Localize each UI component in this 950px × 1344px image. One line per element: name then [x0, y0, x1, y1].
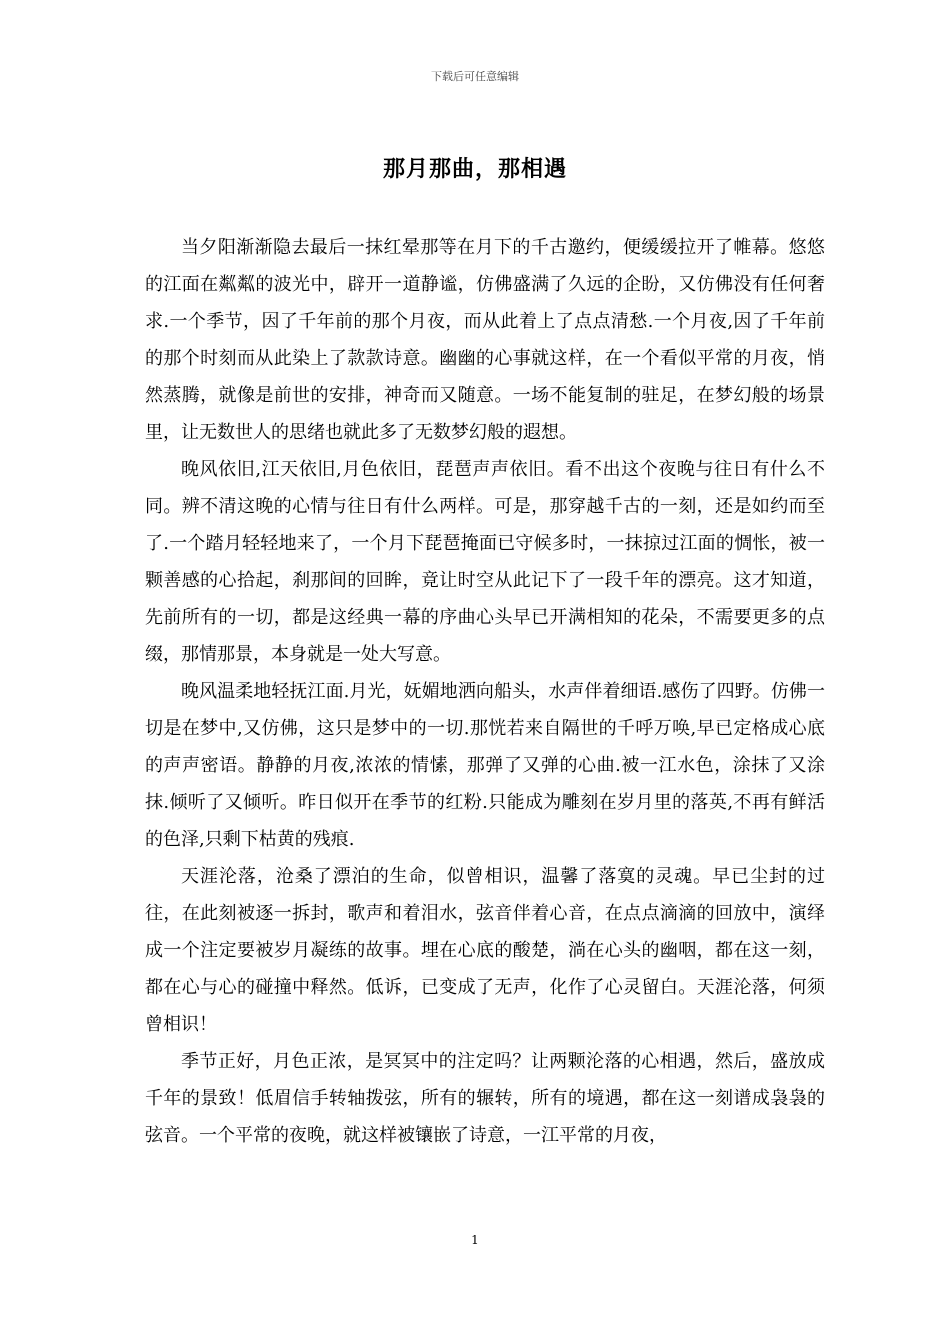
document-title: 那月那曲，那相遇: [382, 156, 567, 182]
paragraph: 季节正好，月色正浓，是冥冥中的注定吗？让两颗沦落的心相遇，然后，盛放成千年的景致！低眉信手转轴拨弦，所有的辗转，所有的境遇，都在这一刻谱成袅袅的弦音。一个平常的夜晚，就这样被镶嵌了诗意，一江平常的月夜，: [145, 1051, 825, 1146]
paragraph: 天涯沦落，沧桑了漂泊的生命，似曾相识，温馨了落寞的灵魂。早已尘封的过往，在此刻被逐一拆封，歌声和着泪水，弦音伴着心音，在点点滴滴的回放中，演绎成一个注定要被岁月凝练的故事。埋在心底的酸楚，淌在心头的幽咽，都在这一刻，都在心与心的碰撞中释然。低诉，已变成了无声，化作了心灵留白。天涯沦落，何须曾相识！: [145, 866, 825, 1035]
page-number: 1: [471, 1233, 479, 1247]
paragraph: 晚风温柔地轻抚江面.月光，妩媚地洒向船头，水声伴着细语.感伤了四野。仿佛一切是在梦中,又仿佛，这只是梦中的一切.那恍若来自隔世的千呼万唤,早已定格成心底的声声密语。静静的月夜,浓浓的情愫，那弹了又弹的心曲.被一江水色，涂抹了又涂抹.倾听了又倾听。昨日似开在季节的红粉.只能成为雕刻在岁月里的落英,不再有鲜活的色泽,只剩下枯黄的残痕.: [145, 681, 825, 850]
paragraph: 晚风依旧,江天依旧,月色依旧，琵琶声声依旧。看不出这个夜晚与往日有什么不同。辨不清这晚的心情与往日有什么两样。可是，那穿越千古的一刻，还是如约而至了.一个踏月轻轻地来了，一个月下琵琶掩面已守候多时，一抹掠过江面的惆怅，被一颗善感的心拾起，刹那间的回眸，竟让时空从此记下了一段千年的漂亮。这才知道，先前所有的一切，都是这经典一幕的序曲心头早已开满相知的花朵，不需要更多的点缀，那情那景，本身就是一处大写意。: [145, 459, 825, 665]
body-text: [145, 229, 825, 1154]
paragraph: 当夕阳渐渐隐去最后一抹红晕那等在月下的千古邀约，便缓缓拉开了帷幕。悠悠的江面在粼粼的波光中，辟开一道静谧，仿佛盛满了久远的企盼，又仿佛没有任何奢求.一个季节，因了千年前的那个月夜，而从此着上了点点清愁.一个月夜,因了千年前的那个时刻而从此染上了款款诗意。幽幽的心事就这样，在一个看似平常的月夜，悄然蒸腾，就像是前世的安排，神奇而又随意。一场不能复制的驻足，在梦幻般的场景里，让无数世人的思绪也就此多了无数梦幻般的遐想。: [145, 237, 825, 443]
header-note: 下载后可任意编辑: [431, 70, 519, 83]
